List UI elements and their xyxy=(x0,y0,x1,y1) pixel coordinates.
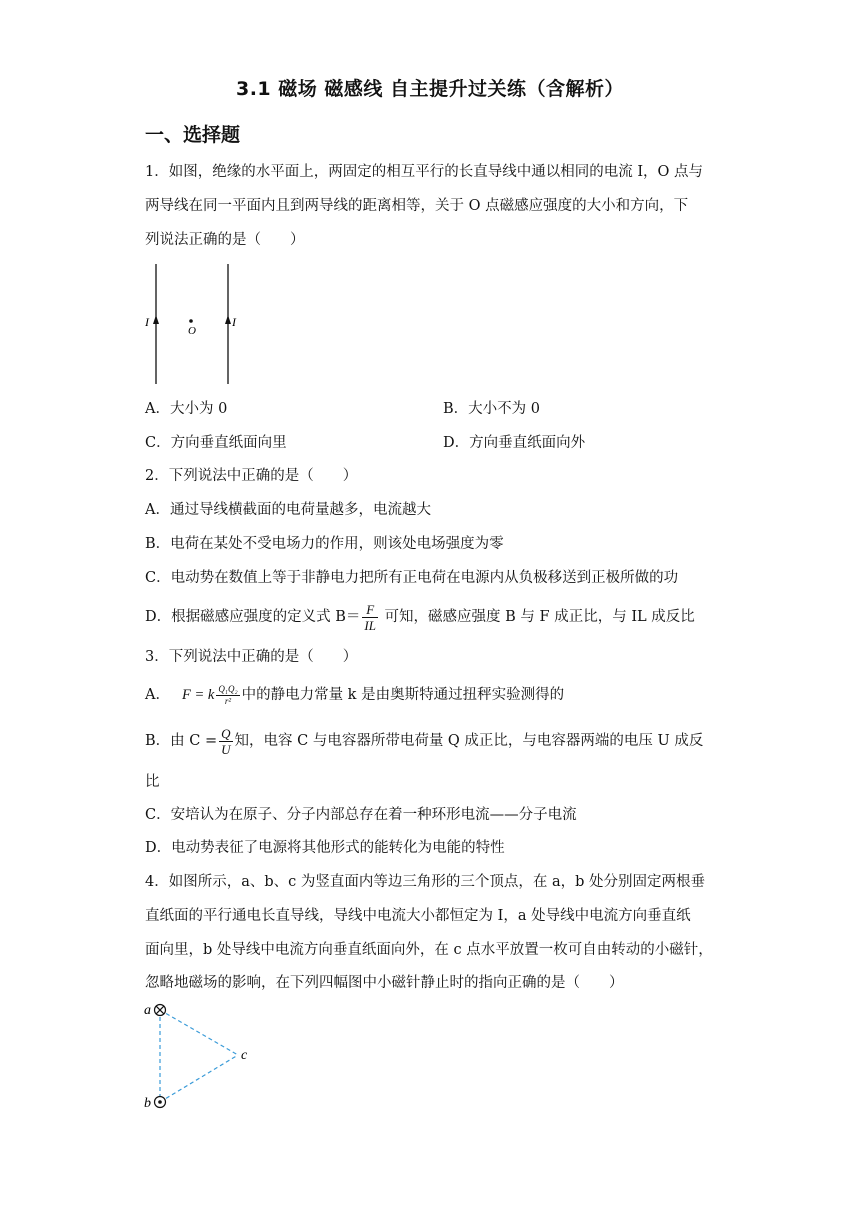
q3-option-b-continued: 比 xyxy=(145,774,160,790)
q2-option-d xyxy=(145,600,695,634)
q2-option-d-prefix: D．根据磁感应强度的定义式 B＝ xyxy=(145,609,361,625)
q3-coulomb-denominator: r² xyxy=(224,695,232,706)
q3-coulomb-lhs: F = k xyxy=(181,687,215,703)
q1-option-a: A．大小为 0 xyxy=(145,401,228,417)
q3-option-c: C．安培认为在原子、分子内部总存在着一种环形电流——分子电流 xyxy=(145,807,577,823)
q3-option-b-prefix: B．由 C = xyxy=(145,733,218,749)
q1-option-d: D．方向垂直纸面向外 xyxy=(443,435,586,451)
q1-stem-line1: 1．如图，绝缘的水平面上，两固定的相互平行的长直导线中通以相同的电流 I，O 点与 xyxy=(145,164,704,180)
left-current-label: I xyxy=(145,315,149,329)
q1-stem-line2: 两导线在同一平面内且到两导线的距离相等，关于 O 点磁感应强度的大小和方向，下 xyxy=(145,198,689,214)
left-current-arrow xyxy=(153,315,159,324)
vertex-c-label: c xyxy=(241,1048,248,1063)
q4-stem-line4: 忽略地磁场的影响，在下列四幅图中小磁针静止时的指向正确的是（ ） xyxy=(145,975,624,991)
q2-option-d-suffix: 可知，磁感应强度 B 与 F 成正比，与 IL 成反比 xyxy=(379,609,695,625)
section-heading: 一、选择题 xyxy=(145,124,241,146)
q3-option-b-suffix: 知，电容 C 与电容器所带电荷量 Q 成正比，与电容器两端的电压 U 成反 xyxy=(234,733,704,749)
q3-option-a-prefix: A． xyxy=(145,687,170,703)
q3-option-d: D．电动势表征了电源将其他形式的能转化为电能的特性 xyxy=(145,840,505,856)
q4-stem-line3: 面向里，b 处导线中电流方向垂直纸面向外，在 c 点水平放置一枚可自由转动的小磁针， xyxy=(145,942,713,958)
wire-b-out-of-page-icon xyxy=(155,1097,166,1108)
triangle-edge-ac xyxy=(160,1010,238,1055)
q3-option-b xyxy=(145,724,703,758)
vertex-a-label: a xyxy=(144,1003,151,1018)
q3-capacitance-numerator: Q xyxy=(221,725,231,741)
q4-figure-triangle xyxy=(140,996,270,1116)
right-current-label: I xyxy=(232,315,236,329)
q3-coulomb-numerator: Q₁Q₂ xyxy=(218,683,238,694)
q1-option-c: C．方向垂直纸面向里 xyxy=(145,435,287,451)
q3-stem: 3．下列说法中正确的是（ ） xyxy=(145,649,358,665)
q2-stem: 2．下列说法中正确的是（ ） xyxy=(145,468,358,484)
q2-formula-fraction xyxy=(362,602,378,633)
q2-option-c: C．电动势在数值上等于非静电力把所有正电荷在电源内从负极移送到正极所做的功 xyxy=(145,570,679,586)
q4-stem-line1: 4．如图所示，a、b、c 为竖直面内等边三角形的三个顶点，在 a，b 处分别固定两根垂 xyxy=(145,874,706,890)
q1-stem-line3: 列说法正确的是（ ） xyxy=(145,232,305,248)
q4-stem-line2: 直纸面的平行通电长直导线，导线中电流大小都恒定为 I，a 处导线中电流方向垂直纸 xyxy=(145,908,691,924)
q3-option-a-suffix: 中的静电力常量 k 是由奥斯特通过扭秤实验测得的 xyxy=(241,687,565,703)
q2-option-a: A．通过导线横截面的电荷量越多，电流越大 xyxy=(145,502,431,518)
q1-figure-parallel-wires xyxy=(140,260,250,390)
q3-capacitance-denominator: U xyxy=(221,741,231,757)
right-current-arrow xyxy=(225,315,231,324)
q3-coulomb-fraction xyxy=(216,684,239,707)
point-o-label: O xyxy=(188,325,196,337)
q1-option-b: B．大小不为 0 xyxy=(443,401,540,417)
point-o-dot xyxy=(189,319,193,323)
wire-a-into-page-icon xyxy=(155,1005,166,1016)
page-title: 3.1 磁场 磁感线 自主提升过关练（含解析） xyxy=(235,78,624,100)
q2-fraction-denominator: IL xyxy=(364,617,376,633)
vertex-b-label: b xyxy=(144,1096,151,1111)
q2-option-b: B．电荷在某处不受电场力的作用，则该处电场强度为零 xyxy=(145,536,504,552)
q3-option-a xyxy=(145,678,564,712)
triangle-edge-bc xyxy=(160,1055,238,1102)
q3-capacitance-fraction xyxy=(219,726,232,757)
q2-fraction-numerator: F xyxy=(362,602,378,618)
